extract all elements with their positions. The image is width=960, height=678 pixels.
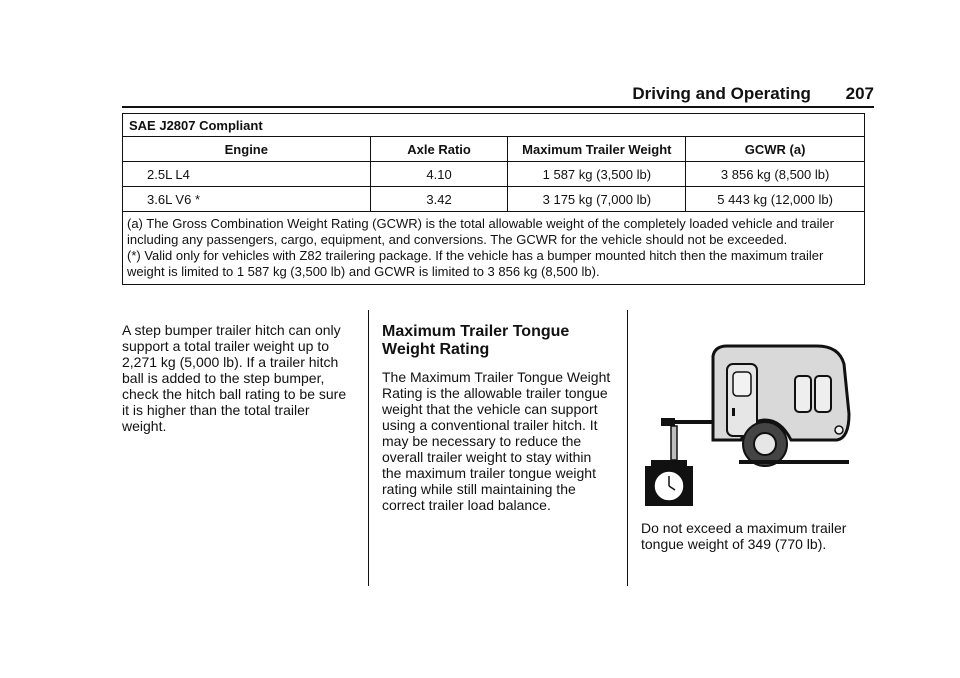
tongue-weight-paragraph: The Maximum Trailer Tongue Weight Rating is the allowable trailer tongue weight that the vehicle can support using a conventional trailer hitch. It may be necessary to reduce the overall trailer weight to stay within the maximum trailer tongue weight rating while still maintaining the correct trailer load balance. <box>382 369 611 513</box>
table-notes <box>123 212 865 285</box>
engine-cell: 2.5L L4 <box>123 162 371 187</box>
ground-line <box>739 460 849 464</box>
jack-post <box>671 426 677 460</box>
note-z82: (*) Valid only for vehicles with Z82 trailering package. If the vehicle has a bumper mounted hitch then the maximum trailer weight is limited to 1 587 kg (3,500 lb) and GCWR is limited to 3 856 kg (8,500 lb). <box>127 248 824 279</box>
max-trailer-weight-cell: 1 587 kg (3,500 lb) <box>508 162 686 187</box>
column-header: Engine <box>123 137 371 162</box>
engine-cell: 3.6L V6 * <box>123 187 371 212</box>
door-window <box>733 372 751 396</box>
tongue-weight-caption: Do not exceed a maximum trailer tongue weight of 349 (770 lb). <box>641 520 847 552</box>
column-header: GCWR (a) <box>686 137 865 162</box>
table-row <box>123 187 865 212</box>
marker-light <box>835 426 843 434</box>
table-row <box>123 162 865 187</box>
door-handle <box>732 408 735 416</box>
axle-ratio-cell: 4.10 <box>370 162 508 187</box>
column-middle <box>382 323 612 513</box>
trailer-tongue-scale-illustration <box>641 334 856 519</box>
section-heading: Maximum Trailer Tongue Weight Rating <box>382 323 570 358</box>
gcwr-cell: 5 443 kg (12,000 lb) <box>686 187 865 212</box>
column-divider <box>368 310 369 586</box>
side-window <box>815 376 831 412</box>
table-caption: SAE J2807 Compliant <box>123 114 865 137</box>
page-number: 207 <box>845 84 874 103</box>
column-left <box>122 322 354 434</box>
wheel-hub <box>754 433 776 455</box>
section-title: Driving and Operating <box>632 84 811 103</box>
note-gcwr: (a) The Gross Combination Weight Rating (GCWR) is the total allowable weight of the completely loaded vehicle and trailer including any passengers, cargo, equipment, and conversions. The GCWR for the vehicle should not be exceeded. <box>127 216 834 247</box>
column-divider <box>627 310 628 586</box>
step-bumper-paragraph: A step bumper trailer hitch can only support a total trailer weight up to 2,271 kg (5,000 lb). If a trailer hitch ball is added to the step bumper, check the hitch ball rating to be sure it is higher than the total trailer weight. <box>122 322 347 434</box>
hitch-coupler <box>661 418 675 426</box>
column-header: Axle Ratio <box>370 137 508 162</box>
page-header <box>122 84 874 108</box>
scale-platform <box>651 460 687 466</box>
table-header-row <box>123 137 865 162</box>
axle-ratio-cell: 3.42 <box>370 187 508 212</box>
trailer-spec-table <box>122 113 865 285</box>
gcwr-cell: 3 856 kg (8,500 lb) <box>686 162 865 187</box>
column-header: Maximum Trailer Weight <box>508 137 686 162</box>
side-window <box>795 376 811 412</box>
max-trailer-weight-cell: 3 175 kg (7,000 lb) <box>508 187 686 212</box>
